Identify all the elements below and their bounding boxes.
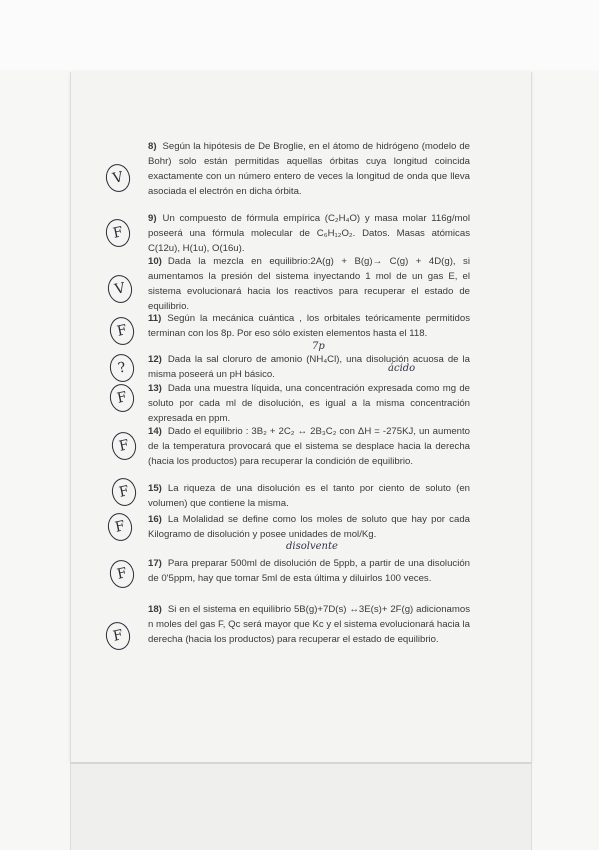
question-text: Según la hipótesis de De Broglie, en el átomo de hidrógeno (modelo de Bohr) solo están permitidas aquellas órbitas cuya longitud coincida exactamente con un número entero de veces la longitud de onda que lleva asociada el electrón en dicha órbita. [148,141,470,197]
question-number: 13) [148,383,162,394]
question-18 [148,602,470,647]
question-16 [148,512,470,542]
question-text: Dada la mezcla en equilibrio:2A(g) + B(g)→ C(g) + 4D(g), si aumentamos la presión del sistema inyectando 1 mol de un gas E, el sistema evolucionará hacia los reactivos para recuperar el estado de equilibrio. [148,256,470,312]
question-text: Según la mecánica cuántica , los orbitales teóricamente permitidos terminan con los 8p. Por eso sólo existen elementos hasta el 118. [148,313,470,339]
question-15 [148,481,470,511]
question-number: 12) [148,354,162,365]
answer-mark-10: V [105,273,134,305]
question-9 [148,211,470,256]
handwritten-note-16: disolvente [286,541,338,552]
question-text: Dada una muestra líquida, una concentración expresada como mg de soluto por cada ml de disolución, es igual a la misma concentración expresada en ppm. [148,383,470,424]
question-17 [148,556,470,586]
question-number: 18) [148,604,162,615]
answer-mark-15: F [109,476,138,508]
question-number: 17) [148,558,162,569]
question-12 [148,352,470,382]
answer-mark-12: ? [107,352,136,384]
handwritten-note-11: 7p [312,341,325,352]
answer-mark-13: F [107,382,136,414]
question-text: Dada la sal cloruro de amonio (NH₄Cl), una disolución acuosa de la misma poseerá un pH básico. [148,354,470,380]
question-14 [148,424,470,469]
question-text: La riqueza de una disolución es el tanto por ciento de soluto (en volumen) que contiene la misma. [148,483,470,509]
question-number: 10) [148,256,162,267]
question-8 [148,139,470,199]
question-11 [148,311,470,341]
question-13 [148,381,470,426]
question-number: 15) [148,483,162,494]
question-number: 16) [148,514,162,525]
answer-mark-11: F [107,315,136,347]
answer-mark-18: F [103,620,132,652]
handwritten-note-12: ácido [388,363,416,374]
question-number: 8) [148,141,157,152]
question-number: 9) [148,213,157,224]
photo-background [0,0,599,70]
answer-mark-8: V [103,162,132,194]
answer-mark-9: F [103,217,132,249]
answer-mark-17: F [107,558,136,590]
answer-mark-14: F [109,430,138,462]
question-text: La Molalidad se define como los moles de soluto que hay por cada Kilogramo de disolución y posee unidades de mol/Kg. [148,514,470,540]
question-text: Si en el sistema en equilibrio 5B(g)+7D(s) ↔3E(s)+ 2F(g) adicionamos n moles del gas F, Qc será mayor que Kc y el sistema evolucionará hacia la derecha (hacia los productos) para recuperar el estado de equilibrio. [148,604,470,645]
question-text: Un compuesto de fórmula empírica (C₂H₄O) y masa molar 116g/mol poseerá una fórmula molecular de C₆H₁₂O₂. Datos. Masas atómicas C(12u), H(1u), O(16u). [148,213,470,254]
question-number: 14) [148,426,162,437]
answer-mark-16: F [105,511,134,543]
lower-sheet-edge [70,762,532,850]
question-10 [148,254,470,314]
question-text: Para preparar 500ml de disolución de 5ppb, a partir de una disolución de 0'5ppm, hay que tomar 5ml de esta última y diluirlos 100 veces. [148,558,470,584]
question-number: 11) [148,313,162,324]
question-text: Dado el equilibrio : 3B₂ + 2C₂ ↔ 2B₃C₂ con ΔH = -275KJ, un aumento de la temperatura provocará que el sistema se desplace hacia la derecha (hacia los productos) para recuperar la condición de equilibrio. [148,426,470,467]
